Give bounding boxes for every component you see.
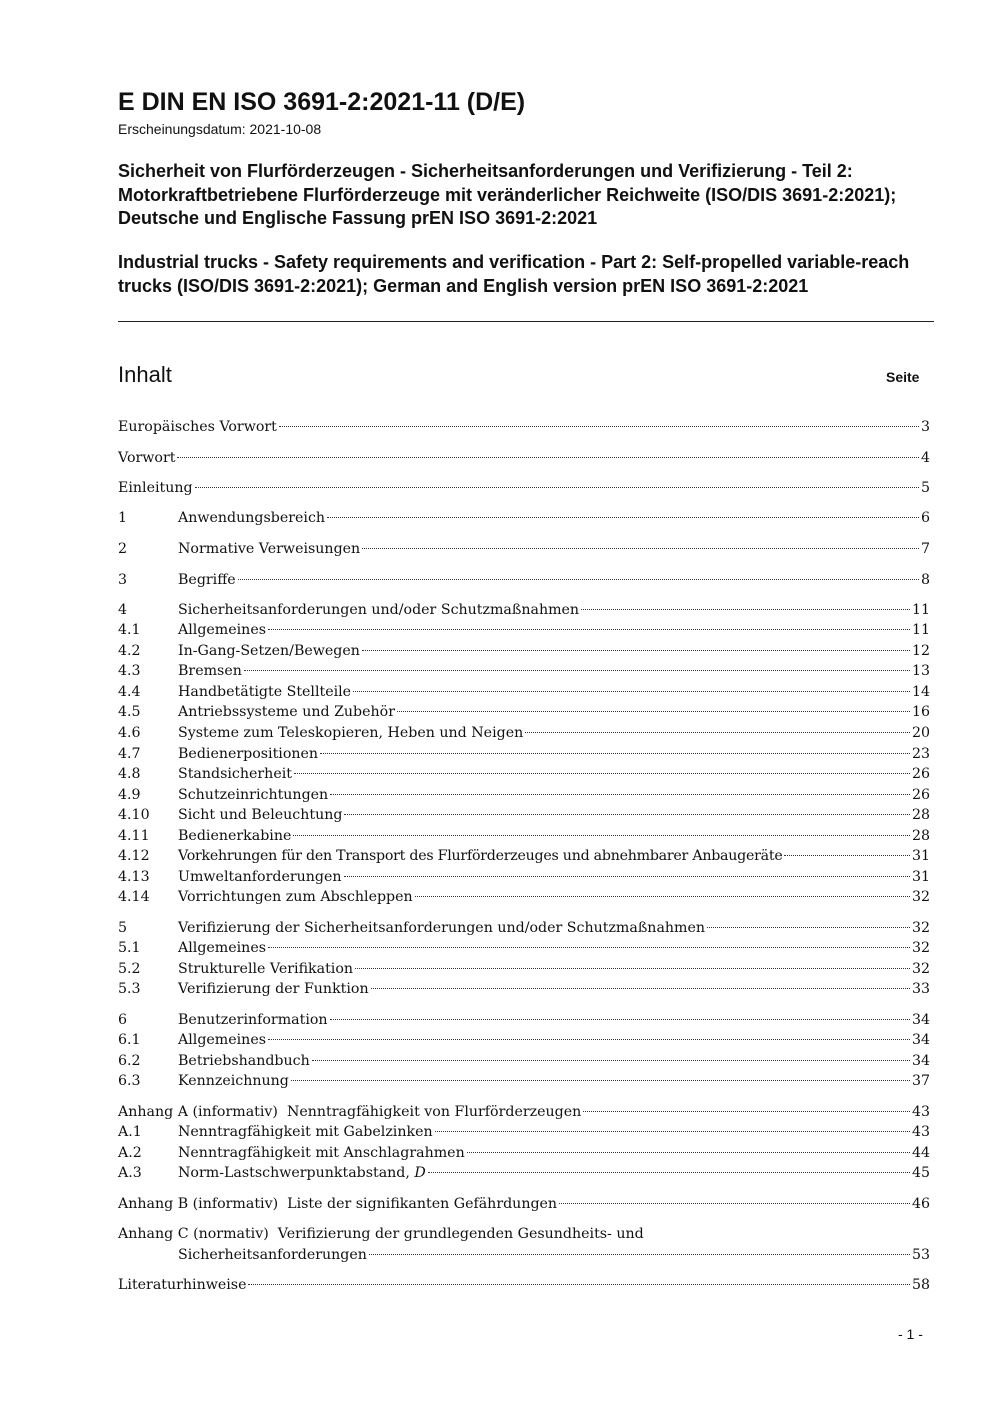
toc-dot-leader xyxy=(583,1111,910,1112)
toc-dot-leader xyxy=(293,835,910,836)
toc-entry-4-2[interactable] xyxy=(118,641,930,661)
toc-entry-number: 6 xyxy=(118,1012,128,1028)
page-number: - 1 - xyxy=(898,1326,923,1342)
toc-entry-title: Vorwort xyxy=(118,450,176,466)
toc-entry-4-11[interactable] xyxy=(118,826,930,846)
toc-entry-title: Bedienerpositionen xyxy=(178,746,319,762)
toc-entry-title: Europäisches Vorwort xyxy=(118,419,277,435)
toc-entry-page: 32 xyxy=(911,961,930,977)
toc-entry-page: 34 xyxy=(911,1012,930,1028)
toc-entry-number: 6.1 xyxy=(118,1032,141,1048)
toc-entry-title: Strukturelle Verifikation xyxy=(178,961,354,977)
toc-entry-page: 8 xyxy=(920,572,930,588)
toc-entry-4-6[interactable] xyxy=(118,723,930,743)
toc-entry-number: 1 xyxy=(118,510,128,526)
toc-entry-page: 53 xyxy=(911,1247,930,1263)
toc-entry-page: 26 xyxy=(911,766,930,782)
toc-dot-leader xyxy=(268,947,910,948)
toc-entry-anhang-c-line1[interactable]: Anhang C (normativ) Verifizierung der grundlegenden Gesundheits- und xyxy=(118,1226,644,1242)
toc-dot-leader xyxy=(312,1060,910,1061)
toc-dot-leader xyxy=(268,629,910,630)
toc-dot-leader xyxy=(320,753,910,754)
toc-entry-title: Benutzerinformation xyxy=(178,1012,328,1028)
toc-entry-page: 58 xyxy=(911,1277,930,1293)
toc-entry-5[interactable] xyxy=(118,918,930,938)
toc-entry-number: A.3 xyxy=(118,1165,142,1181)
toc-entry-page: 12 xyxy=(911,643,930,659)
toc-entry-page: 37 xyxy=(911,1073,930,1089)
toc-entry-4-7[interactable] xyxy=(118,744,930,764)
toc-entry-title: Verifizierung der Funktion xyxy=(178,981,369,997)
toc-entry-2[interactable] xyxy=(118,539,930,559)
toc-entry-page: 43 xyxy=(911,1124,930,1140)
publication-date: Erscheinungsdatum: 2021-10-08 xyxy=(118,121,322,137)
toc-entry-title: Antriebssysteme und Zubehör xyxy=(178,704,395,720)
toc-entry-page: 43 xyxy=(911,1104,930,1120)
toc-dot-leader xyxy=(344,876,910,877)
toc-dot-leader xyxy=(428,1172,910,1173)
toc-dot-leader xyxy=(238,579,919,580)
toc-entry-title: Begriffe xyxy=(178,572,236,588)
toc-entry-title: Normative Verweisungen xyxy=(178,541,361,557)
toc-entry-title: Bremsen xyxy=(178,663,242,679)
toc-entry-number: 4.3 xyxy=(118,663,141,679)
toc-dot-leader xyxy=(248,1284,909,1285)
toc-dot-leader xyxy=(581,609,910,610)
toc-entry-title: Anwendungsbereich xyxy=(178,510,326,526)
toc-dot-leader xyxy=(353,691,910,692)
toc-dot-leader xyxy=(415,896,910,897)
toc-entry-page: 13 xyxy=(911,663,930,679)
toc-dot-leader xyxy=(362,650,910,651)
toc-entry-title: Allgemeines xyxy=(178,940,266,956)
toc-entry-title: Literaturhinweise xyxy=(118,1277,247,1293)
toc-entry-page: 28 xyxy=(911,828,930,844)
toc-entry-page: 5 xyxy=(920,480,930,496)
toc-entry-title: Standsicherheit xyxy=(178,766,292,782)
toc-entry-page: 28 xyxy=(911,807,930,823)
header-divider xyxy=(118,321,934,322)
toc-entry-number: A.1 xyxy=(118,1124,142,1140)
toc-entry-a-3[interactable] xyxy=(118,1163,930,1183)
toc-entry-4-5[interactable] xyxy=(118,702,930,722)
toc-entry-5-3[interactable] xyxy=(118,979,930,999)
toc-dot-leader xyxy=(327,517,919,518)
toc-entry-literaturhinweise[interactable] xyxy=(118,1275,930,1295)
toc-entry-number: 5.3 xyxy=(118,981,141,997)
toc-entry-vorwort[interactable] xyxy=(118,448,930,468)
toc-dot-leader xyxy=(525,732,910,733)
toc-entry-4-1[interactable] xyxy=(118,620,930,640)
toc-entry-4-13[interactable] xyxy=(118,867,930,887)
toc-entry-number: 4.11 xyxy=(118,828,150,844)
toc-entry-number: 4.9 xyxy=(118,787,141,803)
toc-entry-number: 5 xyxy=(118,920,128,936)
toc-entry-title: Nenntragfähigkeit mit Anschlagrahmen xyxy=(178,1145,465,1161)
toc-entry-5-1[interactable] xyxy=(118,938,930,958)
toc-entry-a-1[interactable] xyxy=(118,1122,930,1142)
toc-dot-leader xyxy=(369,1254,910,1255)
toc-entry-a-2[interactable] xyxy=(118,1143,930,1163)
toc-entry-4-14[interactable] xyxy=(118,887,930,907)
toc-entry-number: 4.6 xyxy=(118,725,141,741)
toc-entry-title: Schutzeinrichtungen xyxy=(178,787,329,803)
toc-entry-number: 4 xyxy=(118,602,128,618)
toc-entry-anhang-b[interactable] xyxy=(118,1194,930,1214)
toc-dot-leader xyxy=(467,1152,910,1153)
toc-entry-6-3[interactable] xyxy=(118,1071,930,1091)
toc-dot-leader xyxy=(362,548,919,549)
toc-entry-number: 4.12 xyxy=(118,848,150,864)
toc-entry-title: In-Gang-Setzen/Bewegen xyxy=(178,643,360,659)
toc-entry-title: Vorkehrungen für den Transport des Flurförderzeuges und abnehmbarer Anbaugeräte xyxy=(178,848,783,864)
toc-entry-title: Nenntragfähigkeit mit Gabelzinken xyxy=(178,1124,433,1140)
toc-entry-title: Umweltanforderungen xyxy=(178,869,342,885)
toc-entry-title: Handbetätigte Stellteile xyxy=(178,684,352,700)
toc-page-column-label: Seite xyxy=(886,369,920,385)
toc-entry-number: 5.1 xyxy=(118,940,141,956)
toc-entry-title: Verifizierung der Sicherheitsanforderungen und/oder Schutzmaßnahmen xyxy=(178,920,706,936)
toc-entry-page: 34 xyxy=(911,1053,930,1069)
toc-dot-leader xyxy=(559,1203,910,1204)
toc-entry-number: 4.10 xyxy=(118,807,150,823)
toc-entry-anhang-a[interactable] xyxy=(118,1102,930,1122)
toc-entry-page: 11 xyxy=(911,602,930,618)
toc-entry-page: 45 xyxy=(911,1165,930,1181)
toc-entry-page: 31 xyxy=(911,848,930,864)
toc-entry-title: Sicherheitsanforderungen und/oder Schutzmaßnahmen xyxy=(178,602,580,618)
toc-entry-page: 3 xyxy=(920,419,930,435)
toc-entry-anhang-c-line2[interactable] xyxy=(118,1245,930,1265)
toc-entry-page: 32 xyxy=(911,920,930,936)
toc-dot-leader xyxy=(195,487,919,488)
toc-entry-number: 4.1 xyxy=(118,622,141,638)
toc-entry-title: Bedienerkabine xyxy=(178,828,292,844)
toc-dot-leader xyxy=(294,773,910,774)
toc-dot-leader xyxy=(330,794,910,795)
toc-entry-page: 33 xyxy=(911,981,930,997)
toc-dot-leader xyxy=(279,426,919,427)
toc-entry-title: Kennzeichnung xyxy=(178,1073,289,1089)
toc-entry-4-3[interactable] xyxy=(118,661,930,681)
toc-dot-leader xyxy=(397,711,910,712)
title-german: Sicherheit von Flurförderzeugen - Sicherheitsanforderungen und Verifizierung - Teil 2: Motorkraftbetriebene Flurförderzeuge mit veränderlicher Reichweite (ISO/DIS 3691-2:2021); Deutsche und Englische Fassung prEN ISO 3691-2:2021 xyxy=(118,161,897,228)
toc-entry-page: 31 xyxy=(911,869,930,885)
toc-entry-number: 5.2 xyxy=(118,961,141,977)
toc-entry-number: 4.13 xyxy=(118,869,150,885)
toc-dot-leader xyxy=(784,855,909,856)
toc-entry-title: Allgemeines xyxy=(178,1032,266,1048)
toc-entry-page: 4 xyxy=(920,450,930,466)
toc-entry-4-4[interactable] xyxy=(118,682,930,702)
toc-dot-leader xyxy=(435,1131,910,1132)
toc-entry-title: Anhang A (informativ) Nenntragfähigkeit von Flurförderzeugen xyxy=(118,1104,582,1120)
toc-entry-4[interactable] xyxy=(118,600,930,620)
toc-entry-number: 4.4 xyxy=(118,684,141,700)
toc-entry-4-9[interactable] xyxy=(118,785,930,805)
toc-entry-number: 2 xyxy=(118,541,128,557)
toc-entry-page: 26 xyxy=(911,787,930,803)
toc-entry-number: 4.2 xyxy=(118,643,141,659)
toc-entry-title: Sicherheitsanforderungen xyxy=(178,1247,367,1263)
toc-entry-6-2[interactable] xyxy=(118,1051,930,1071)
toc-entry-1[interactable] xyxy=(118,508,930,528)
toc-entry-4-8[interactable] xyxy=(118,764,930,784)
toc-entry-page: 46 xyxy=(911,1196,930,1212)
toc-entry-page: 32 xyxy=(911,940,930,956)
toc-entry-einleitung[interactable] xyxy=(118,478,930,498)
toc-entry-number: A.2 xyxy=(118,1145,142,1161)
toc-entry-title: Anhang B (informativ) Liste der signifikanten Gefährdungen xyxy=(118,1196,558,1212)
toc-entry-number: 6.3 xyxy=(118,1073,141,1089)
toc-dot-leader xyxy=(371,988,910,989)
toc-entry-page: 14 xyxy=(911,684,930,700)
toc-entry-page: 44 xyxy=(911,1145,930,1161)
toc-entry-page: 11 xyxy=(911,622,930,638)
toc-heading: Inhalt xyxy=(118,362,172,387)
toc-entry-3[interactable] xyxy=(118,570,930,590)
toc-entry-page: 6 xyxy=(920,510,930,526)
toc-dot-leader xyxy=(707,927,910,928)
toc-dot-leader xyxy=(355,968,910,969)
toc-entry-title: Betriebshandbuch xyxy=(178,1053,310,1069)
toc-entry-title: Einleitung xyxy=(118,480,193,496)
toc-dot-leader xyxy=(344,814,909,815)
toc-entry-5-2[interactable] xyxy=(118,959,930,979)
toc-entry-title: Systeme zum Teleskopieren, Heben und Neigen xyxy=(178,725,524,741)
toc-entry-title: Allgemeines xyxy=(178,622,266,638)
toc-dot-leader xyxy=(330,1019,910,1020)
document-id: E DIN EN ISO 3691-2:2021-11 (D/E) xyxy=(118,88,526,116)
toc-entry-page: 32 xyxy=(911,889,930,905)
toc-entry-number: 6.2 xyxy=(118,1053,141,1069)
toc-entry-vorwort-europaeisch[interactable] xyxy=(118,417,930,437)
toc-entry-number: 3 xyxy=(118,572,128,588)
toc-entry-number: 4.5 xyxy=(118,704,141,720)
toc-dot-leader xyxy=(244,670,910,671)
toc-entry-title: Vorrichtungen zum Abschleppen xyxy=(178,889,413,905)
toc-entry-page: 20 xyxy=(911,725,930,741)
toc-entry-page: 34 xyxy=(911,1032,930,1048)
toc-entry-4-10[interactable] xyxy=(118,805,930,825)
toc-dot-leader xyxy=(177,457,919,458)
toc-entry-page: 16 xyxy=(911,704,930,720)
toc-entry-number: 4.8 xyxy=(118,766,141,782)
toc-entry-title: Norm-Lastschwerpunktabstand, D xyxy=(178,1165,426,1181)
toc-entry-title: Sicht und Beleuchtung xyxy=(178,807,343,823)
toc-entry-6[interactable] xyxy=(118,1010,930,1030)
toc-entry-6-1[interactable] xyxy=(118,1030,930,1050)
toc-entry-number: 4.14 xyxy=(118,889,150,905)
toc-entry-page: 7 xyxy=(920,541,930,557)
toc-dot-leader xyxy=(268,1039,910,1040)
toc-dot-leader xyxy=(291,1080,910,1081)
toc-entry-4-12[interactable] xyxy=(118,846,930,866)
title-english: Industrial trucks - Safety requirements and verification - Part 2: Self-propelled variable-reach trucks (ISO/DIS 3691-2:2021); German and English version prEN ISO 3691-2:2021 xyxy=(118,252,910,296)
toc-entry-page: 23 xyxy=(911,746,930,762)
toc-entry-number: 4.7 xyxy=(118,746,141,762)
